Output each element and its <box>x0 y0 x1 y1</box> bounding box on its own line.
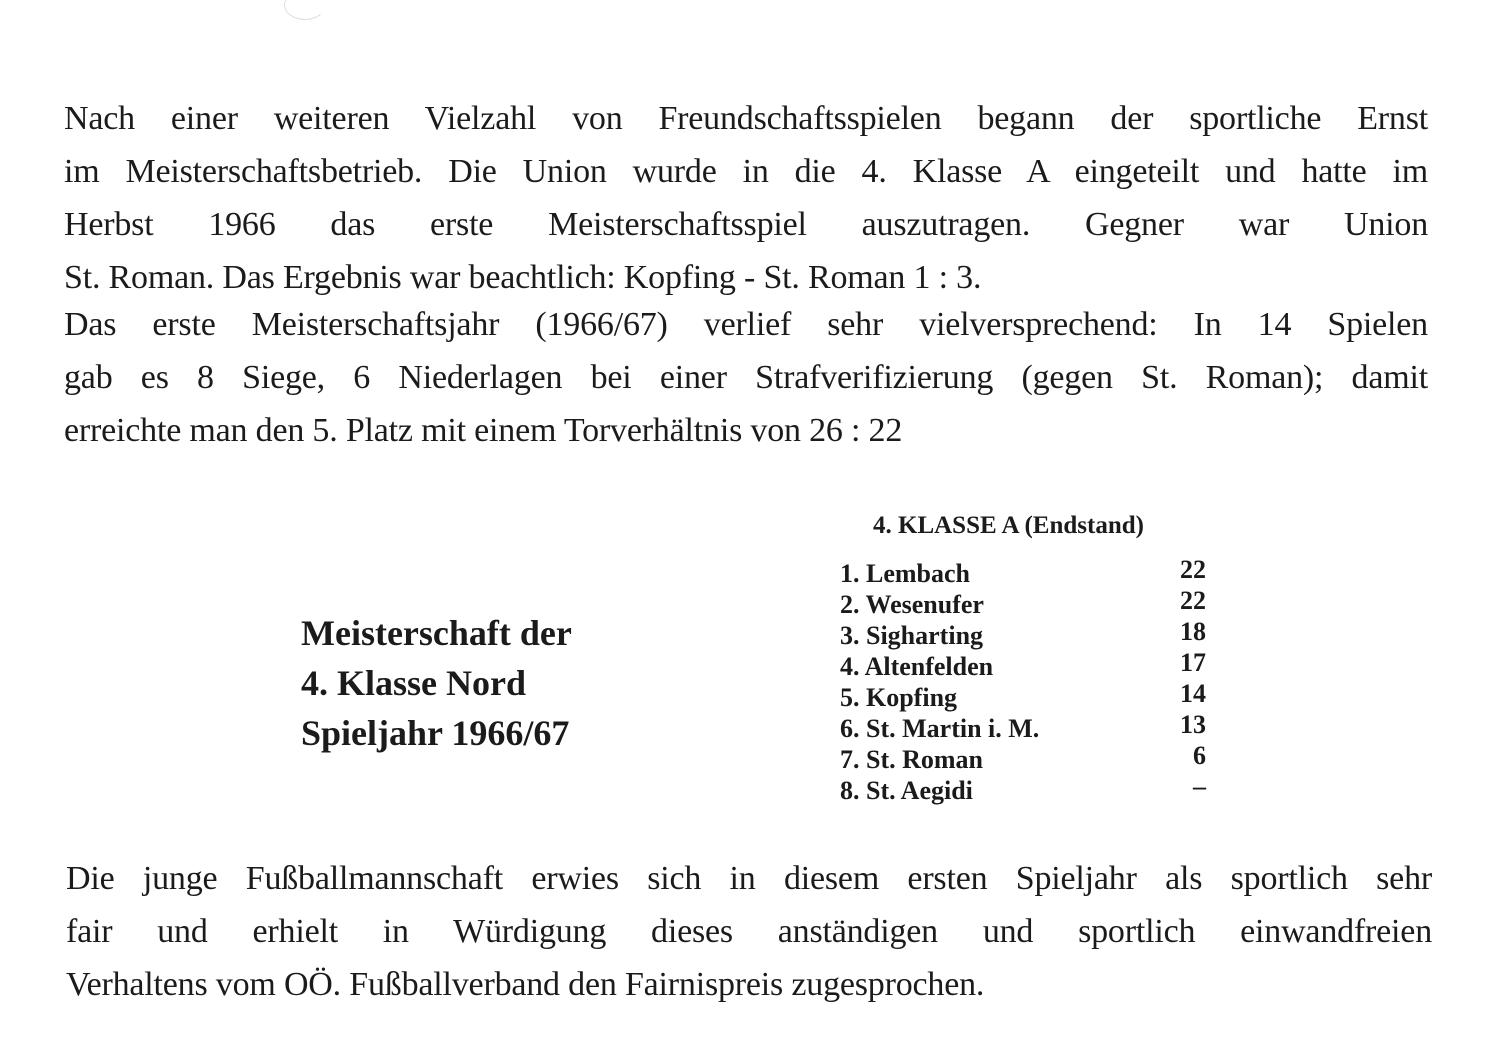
paragraph-line: Herbst 1966 das erste Meisterschaftsspiel auszutragen. Gegner war Union <box>64 206 1428 243</box>
paragraph-line: fair und erhielt in Würdigung dieses anständigen und sportlich einwandfreien <box>66 913 1432 950</box>
team-points: – <box>1193 772 1206 801</box>
team-points: 22 <box>1180 555 1206 584</box>
paragraph-line: St. Roman. Das Ergebnis war beachtlich: Kopfing - St. Roman 1 : 3. <box>64 259 982 296</box>
standings-table <box>840 555 1210 806</box>
team-points: 13 <box>1180 710 1206 739</box>
standings-row <box>840 679 1210 713</box>
standings-row <box>840 586 1210 620</box>
team-name: 4. Altenfelden <box>840 652 994 681</box>
paragraph-line: Nach einer weiteren Vielzahl von Freundschaftsspielen begann der sportliche Ernst <box>64 100 1428 137</box>
standings-title: 4. KLASSE A (Endstand) <box>873 512 1144 539</box>
championship-title-line: Spieljahr 1966/67 <box>301 713 570 753</box>
team-name: 3. Sigharting <box>840 621 984 650</box>
team-name: 7. St. Roman <box>840 745 984 774</box>
team-points: 6 <box>1193 741 1206 770</box>
paragraph-line: erreichte man den 5. Platz mit einem Torverhältnis von 26 : 22 <box>64 412 903 449</box>
standings-row <box>840 648 1210 682</box>
team-points: 17 <box>1180 648 1206 677</box>
championship-title-line: 4. Klasse Nord <box>301 663 526 703</box>
paragraph-line: Das erste Meisterschaftsjahr (1966/67) verlief sehr vielversprechend: In 14 Spielen <box>64 306 1428 343</box>
team-name: 5. Kopfing <box>840 683 958 712</box>
team-points: 18 <box>1180 617 1206 646</box>
standings-row <box>840 617 1210 651</box>
paragraph-line: Verhaltens vom OÖ. Fußballverband den Fairnispreis zugesprochen. <box>66 966 985 1003</box>
scan-artifact <box>284 0 326 20</box>
team-name: 2. Wesenufer <box>840 590 984 619</box>
fairness-paragraph <box>66 852 1432 1011</box>
standings-row <box>840 555 1210 589</box>
team-points: 14 <box>1180 679 1206 708</box>
team-name: 1. Lembach <box>840 559 970 588</box>
intro-paragraph <box>64 92 1428 304</box>
championship-title <box>301 608 572 758</box>
paragraph-line: im Meisterschaftsbetrieb. Die Union wurde in die 4. Klasse A eingeteilt und hatte im <box>64 153 1428 190</box>
standings-row <box>840 741 1210 775</box>
team-name: 6. St. Martin i. M. <box>840 714 1040 743</box>
team-name: 8. St. Aegidi <box>840 776 973 805</box>
paragraph-line: Die junge Fußballmannschaft erwies sich in diesem ersten Spieljahr als sportlich sehr <box>66 860 1432 897</box>
team-points: 22 <box>1180 586 1206 615</box>
standings-row <box>840 772 1210 806</box>
season-summary-paragraph <box>64 298 1428 457</box>
championship-title-line: Meisterschaft der <box>301 613 572 653</box>
standings-row <box>840 710 1210 744</box>
paragraph-line: gab es 8 Siege, 6 Niederlagen bei einer Strafverifizierung (gegen St. Roman); damit <box>64 359 1428 396</box>
